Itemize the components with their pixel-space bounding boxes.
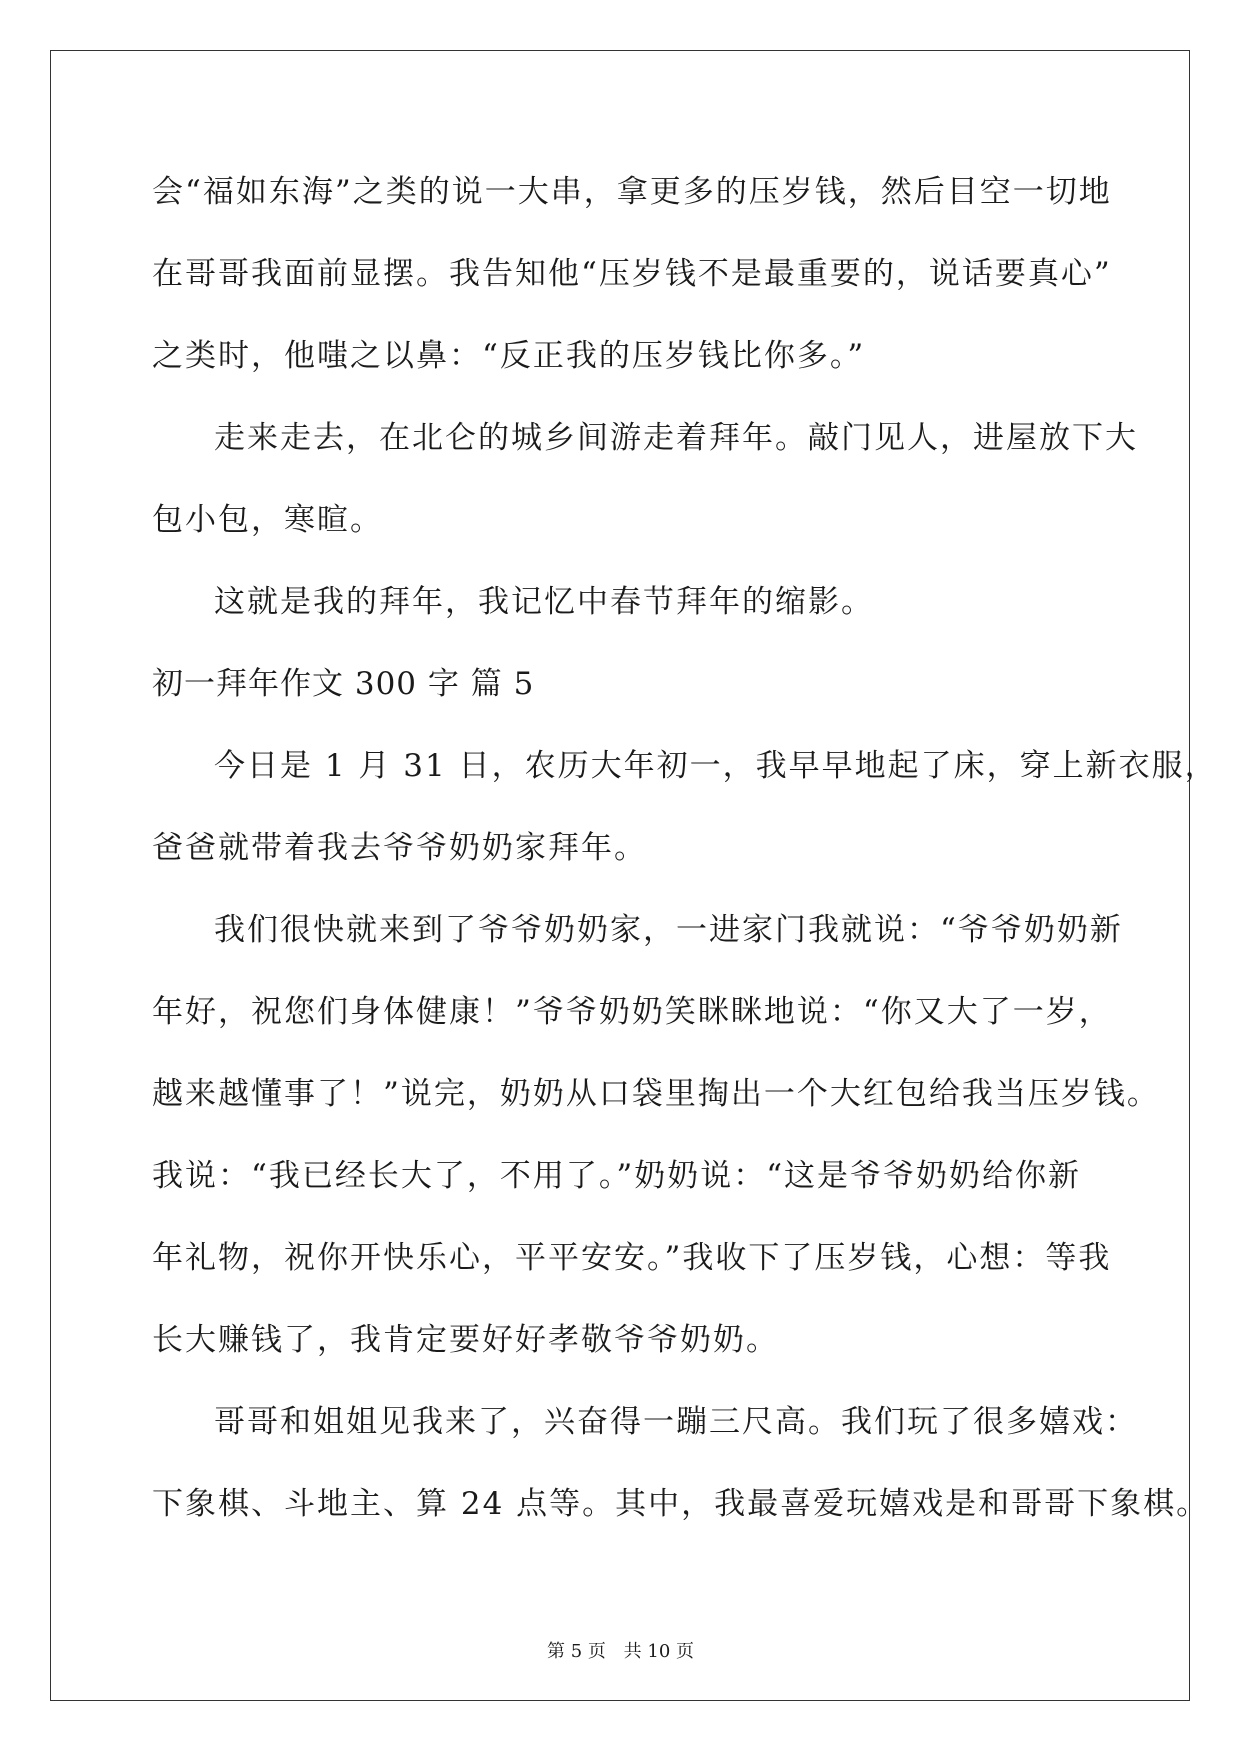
paragraph-start-line: 我们很快就来到了爷爷奶奶家，一进家门我就说：“爷爷奶奶新	[214, 912, 1123, 948]
section-heading: 初一拜年作文 300 字 篇 5	[152, 666, 535, 702]
text-line: 爸爸就带着我去爷爷奶奶家拜年。	[152, 830, 647, 866]
paragraph-start-line: 走来走去，在北仑的城乡间游走着拜年。敲门见人，进屋放下大	[214, 420, 1138, 456]
text-line: 下象棋、斗地主、算 24 点等。其中，我最喜爱玩嬉戏是和哥哥下象棋。	[152, 1486, 1210, 1522]
text-line: 会“福如东海”之类的说一大串，拿更多的压岁钱，然后目空一切地	[152, 174, 1112, 210]
text-line: 在哥哥我面前显摆。我告知他“压岁钱不是最重要的，说话要真心”	[152, 256, 1112, 292]
text-line: 长大赚钱了，我肯定要好好孝敬爷爷奶奶。	[152, 1322, 779, 1358]
text-line: 包小包，寒暄。	[152, 502, 383, 538]
text-line: 我说：“我已经长大了，不用了。”奶奶说：“这是爷爷奶奶给你新	[152, 1158, 1082, 1194]
text-line: 年礼物，祝你开快乐心，平平安安。”我收下了压岁钱，心想：等我	[152, 1240, 1112, 1276]
page-number: 第 5 页	[547, 1641, 606, 1662]
text-line: 越来越懂事了！”说完，奶奶从口袋里掏出一个大红包给我当压岁钱。	[152, 1076, 1160, 1112]
text-line: 之类时，他嗤之以鼻：“反正我的压岁钱比你多。”	[152, 338, 866, 374]
paragraph-start-line: 哥哥和姐姐见我来了，兴奋得一蹦三尺高。我们玩了很多嬉戏：	[214, 1404, 1138, 1440]
paragraph-start-line: 这就是我的拜年，我记忆中春节拜年的缩影。	[214, 584, 874, 620]
text-line: 年好，祝您们身体健康！”爷爷奶奶笑眯眯地说：“你又大了一岁，	[152, 994, 1112, 1030]
paragraph-start-line: 今日是 1 月 31 日，农历大年初一，我早早地起了床，穿上新衣服，	[214, 748, 1218, 784]
total-pages: 共 10 页	[623, 1641, 694, 1662]
page-footer	[0, 1640, 1241, 1664]
document-body	[152, 162, 1218, 1556]
